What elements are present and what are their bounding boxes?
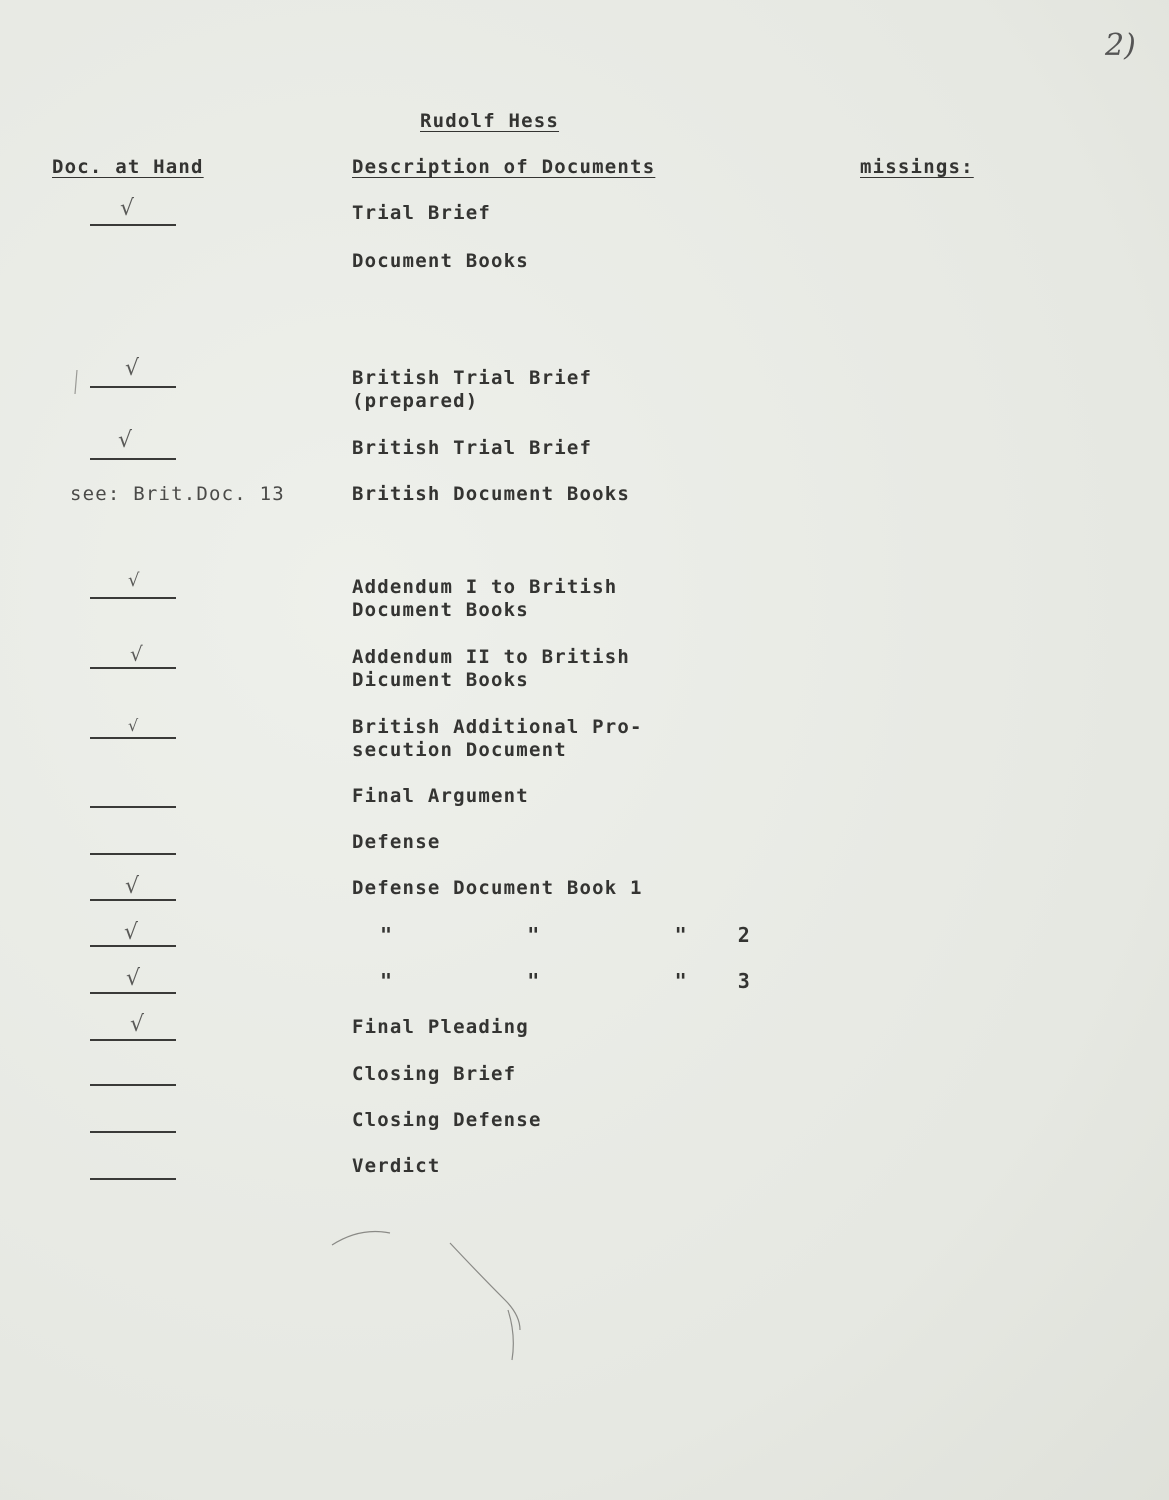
document-description: " " " 2 — [380, 923, 759, 947]
page-title: Rudolf Hess — [420, 110, 560, 132]
document-description: Document Books — [352, 250, 529, 272]
check-mark: √ — [124, 920, 139, 945]
document-description: " " " 3 — [380, 969, 759, 993]
document-description: Verdict — [352, 1155, 441, 1177]
check-mark: √ — [128, 570, 140, 591]
at-hand-line — [90, 597, 176, 599]
page-number: 2) — [1105, 28, 1136, 63]
document-description: Final Argument — [352, 785, 529, 807]
document-description: Defense — [352, 831, 441, 853]
at-hand-line — [90, 224, 176, 226]
check-mark: √ — [118, 428, 133, 453]
document-description: Addendum I to British Document Books — [352, 576, 618, 621]
document-description: Closing Brief — [352, 1063, 517, 1085]
at-hand-line — [90, 458, 176, 460]
at-hand-note: see: Brit.Doc. 13 — [70, 483, 285, 505]
document-description: Final Pleading — [352, 1016, 529, 1038]
at-hand-line — [90, 945, 176, 947]
document-description: Trial Brief — [352, 202, 492, 224]
at-hand-line — [90, 386, 176, 388]
at-hand-line — [90, 853, 176, 855]
check-mark: √ — [120, 196, 135, 221]
pencil-scribble — [320, 1215, 550, 1365]
document-description: Closing Defense — [352, 1109, 542, 1131]
header-doc-at-hand: Doc. at Hand — [52, 156, 204, 178]
document-description: British Trial Brief — [352, 437, 593, 459]
document-description: Defense Document Book 1 — [352, 877, 643, 899]
at-hand-line — [90, 1131, 176, 1133]
pencil-tick — [70, 368, 84, 398]
check-mark: √ — [125, 874, 140, 899]
check-mark: √ — [130, 1012, 145, 1037]
check-mark: √ — [130, 642, 143, 666]
at-hand-line — [90, 1084, 176, 1086]
document-description: British Document Books — [352, 483, 631, 505]
at-hand-line — [90, 899, 176, 901]
header-missings: missings: — [860, 156, 974, 178]
at-hand-line — [90, 737, 176, 739]
at-hand-line — [90, 806, 176, 808]
document-description: British Trial Brief (prepared) — [352, 367, 593, 412]
at-hand-line — [90, 1039, 176, 1041]
at-hand-line — [90, 992, 176, 994]
document-description: British Additional Pro- secution Document — [352, 716, 643, 761]
check-mark: √ — [126, 966, 141, 991]
check-mark: √ — [128, 716, 139, 735]
check-mark: √ — [125, 356, 140, 381]
header-description: Description of Documents — [352, 156, 656, 178]
document-description: Addendum II to British Dicument Books — [352, 646, 631, 691]
at-hand-line — [90, 1178, 176, 1180]
at-hand-line — [90, 667, 176, 669]
